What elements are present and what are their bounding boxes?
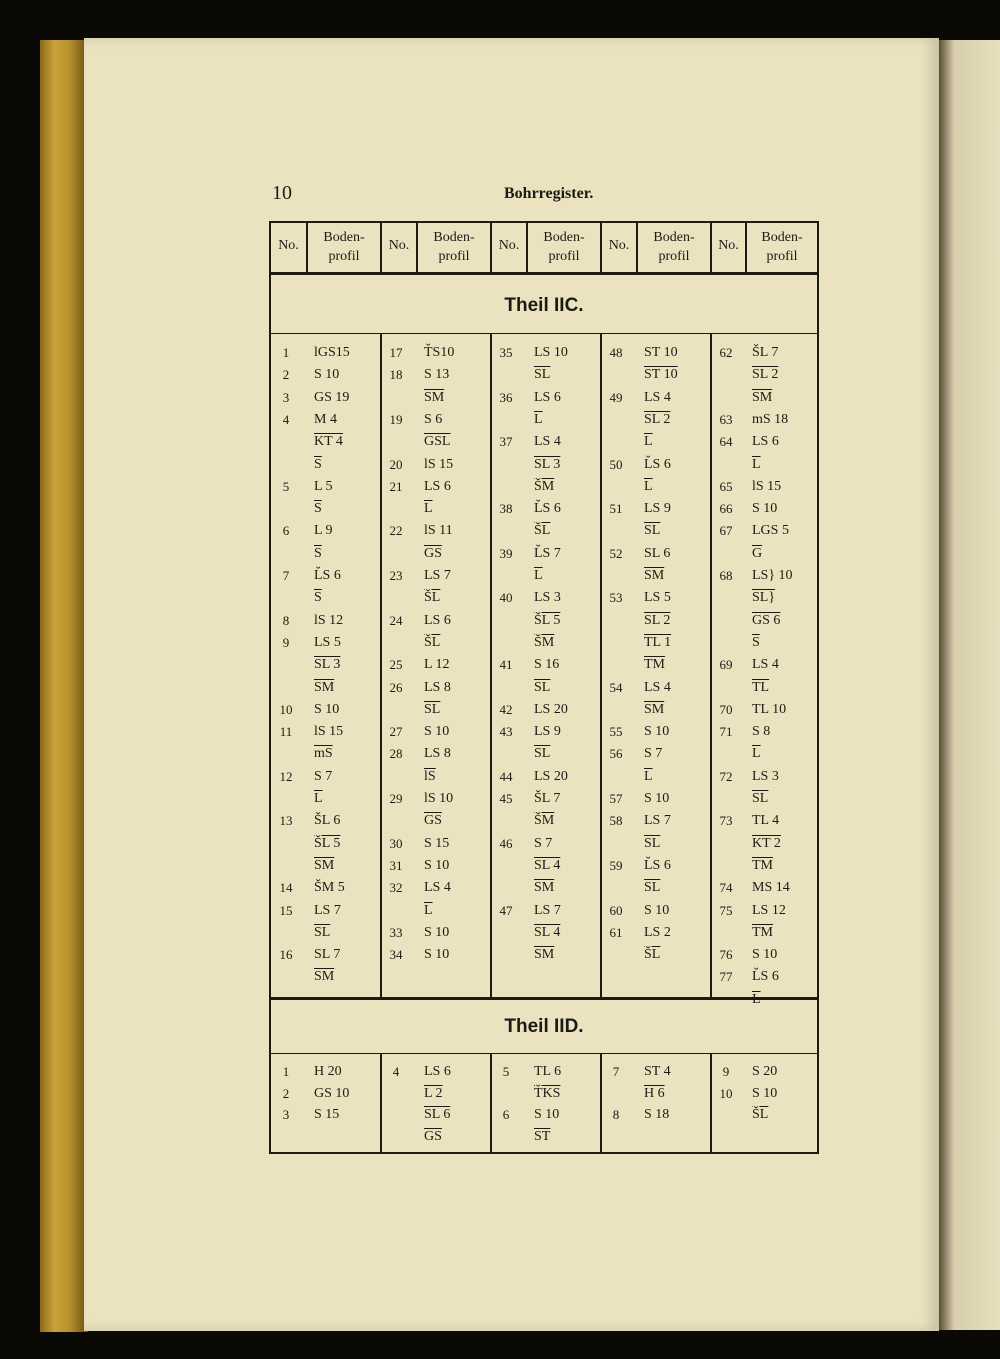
bodenprofil-line: $\overline{L}$ [752,456,761,472]
bodenprofil-line: L̆S 6 [752,969,779,985]
bodenprofil-line: $\overline{SL}$ [644,880,661,896]
bodenprofil-line: ŠL 5 [534,612,561,628]
bodenprofil-line: LS 7 [534,902,561,918]
bohrung-number: 31 [389,857,403,873]
bohrung-number: 44 [499,768,513,784]
bohrung-number: 6 [502,1107,510,1122]
bodenprofil-line: H 6 [644,1085,665,1101]
header-profil-4a: Boden- [653,230,695,245]
bodenprofil-line: S 10 [752,501,778,517]
bodenprofil-line: LS 4 [534,434,561,450]
bodenprofil-line: LS 8 [424,746,451,762]
bodenprofil-line: ST 10 [644,345,678,360]
bodenprofil-line: lS 15 [314,724,344,740]
bodenprofil-line: $\overline{S}$ [314,501,322,517]
bohrung-number: 75 [719,902,733,918]
bodenprofil-line: S 13 [424,367,450,383]
section-title-iic: Theil IIC. [504,295,584,316]
bodenprofil-line: SL 4 [534,924,561,940]
bodenprofil-line: L 5 [314,478,333,494]
bohrung-number: 17 [389,345,403,360]
bohrung-number: 59 [609,857,623,873]
bodenprofil-line: KT 2 [752,835,781,851]
bohrung-number: 8 [282,612,290,628]
bodenprofil-line: $\overline{SL}$ [424,701,441,717]
bohrung-number: 2 [282,1085,290,1101]
bodenprofil-line: S 16 [534,657,560,673]
bodenprofil-line: GS 19 [314,389,350,405]
bodenprofil-line: T̆S10 [424,345,455,360]
bodenprofil-line: S 10 [424,857,450,873]
bohrung-number: 13 [279,813,293,829]
bohrung-number: 1 [282,1064,290,1079]
bodenprofil-line: $\overline{ŠL}$ [534,523,551,539]
bodenprofil-line: $\overline{TM}$ [752,857,773,873]
bodenprofil-line: S 7 [534,835,553,851]
bodenprofil-line: $\overline{GS}$ [424,545,442,561]
bodenprofil-line: LS 12 [752,902,786,918]
bodenprofil-line: $\overline{SM}$ [534,880,555,896]
bodenprofil-line: LS 5 [314,634,341,650]
bodenprofil-line: S 10 [534,1107,560,1122]
bodenprofil-line: SL} [752,590,776,606]
bohrung-number: 30 [389,835,403,851]
bodenprofil-line: L̆S 6 [644,456,671,472]
bodenprofil-line: $\overline{SL}$ [314,924,331,940]
bodenprofil-line: $\overline{SM}$ [644,701,665,717]
bodenprofil-line: SL 3 [314,657,341,673]
bohrung-number: 29 [389,791,403,806]
bohrung-number: 28 [389,746,403,762]
bodenprofil-line: ŠL 7 [534,791,561,806]
bodenprofil-line: GS 6 [752,612,781,628]
bohrung-number: 32 [389,880,403,896]
bodenprofil-line: $\overline{SM}$ [314,969,335,985]
bohrung-number: 72 [719,768,733,784]
bodenprofil-line: ST 4 [644,1064,671,1079]
bodenprofil-line: $\overline{L}$ [644,478,653,494]
bodenprofil-line: S 10 [314,367,340,383]
bodenprofil-line: $\overline{S}$ [752,634,760,650]
bohrung-number: 49 [609,389,623,405]
bodenprofil-line: mS 18 [752,411,789,427]
bohrung-number: 62 [719,345,733,360]
bohrung-number: 14 [279,880,293,896]
bohrung-number: 37 [499,434,513,450]
bodenprofil-line: S 10 [752,1085,778,1101]
bodenprofil-line: S 18 [644,1107,670,1122]
bodenprofil-line: S 7 [314,768,333,784]
header-profil-3a: Boden- [543,230,585,245]
bodenprofil-line: SL 4 [534,857,561,873]
bohrung-number: 58 [609,813,623,829]
bohrung-number: 68 [719,568,733,583]
book-edge [40,40,88,1332]
bohrung-number: 9 [722,1064,730,1079]
bodenprofil-line: SL 2 [752,367,779,383]
bodenprofil-line: $\overline{S}$ [314,545,322,561]
bohrung-number: 22 [389,523,403,539]
bohrung-number: 9 [282,634,290,650]
bodenprofil-line: LS 4 [752,657,779,673]
header-no-2: No. [388,238,410,253]
bohrung-number: 66 [719,501,733,517]
bodenprofil-line: $\overline{TM}$ [644,657,665,673]
bodenprofil-line: LS 6 [534,389,561,405]
bodenprofil-line: $\overline{SM}$ [644,568,665,583]
bodenprofil-line: L 9 [314,523,333,539]
bohrung-number: 5 [282,478,290,494]
bodenprofil-line: S 15 [314,1107,340,1122]
bohrung-number: 60 [609,902,623,918]
bohrung-number: 19 [389,411,403,427]
bodenprofil-line: $\overline{ŠM}$ [534,478,555,494]
bodenprofil-line: T̆KS [534,1085,561,1101]
bodenprofil-line: M 4 [314,411,337,427]
bodenprofil-line: $\overline{TM}$ [752,924,773,940]
bodenprofil-line: LS 10 [534,345,568,360]
bodenprofil-line: LS 7 [424,568,451,583]
header-profil-2b: profil [438,249,470,264]
bohrung-number: 71 [719,724,733,740]
bodenprofil-line: $\overline{L}$ [752,746,761,762]
bohrung-number: 38 [499,501,513,517]
bodenprofil-line: $\overline{G}$ [752,545,763,561]
bodenprofil-line: lS 15 [752,478,782,494]
bohrung-number: 4 [392,1064,400,1079]
bohrung-number: 55 [609,724,623,740]
bodenprofil-line: lS 10 [424,791,454,806]
bohrung-number: 7 [612,1064,620,1079]
bodenprofil-line: $\overline{S}$ [314,590,322,606]
bodenprofil-line: L̆S 6 [644,857,671,873]
bohrung-number: 65 [719,478,733,494]
header-no-4: No. [608,238,630,253]
bodenprofil-line: $\overline{TL}$ [752,679,770,695]
bohrung-number: 35 [499,345,513,360]
bodenprofil-line: lS 11 [424,523,453,539]
header-profil-2a: Boden- [433,230,475,245]
bohrung-number: 3 [282,1107,290,1122]
bohrung-number: 63 [719,411,733,427]
header-profil-5b: profil [766,249,798,264]
bodenprofil-line: $\overline{SM}$ [314,679,335,695]
bodenprofil-line: $\overline{L}$ [534,411,543,427]
bodenprofil-line: $\overline{SL}$ [644,835,661,851]
facing-page-edge [939,40,1000,1330]
bodenprofil-line: $\overline{SM}$ [752,389,773,405]
bodenprofil-line: $\overline{SL}$ [752,791,769,806]
bodenprofil-line: LS 20 [534,768,568,784]
bodenprofil-line: $\overline{L}$ [644,768,653,784]
bodenprofil-line: lS 12 [314,612,344,628]
bodenprofil-line: L̆S 7 [534,545,561,561]
bodenprofil-line: LS 2 [644,924,671,940]
bohrung-number: 21 [389,478,403,494]
header-profil-4b: profil [658,249,690,264]
bodenprofil-line: ŠL 7 [752,345,779,360]
bodenprofil-line: S 10 [644,724,670,740]
bodenprofil-line: LS 7 [644,813,671,829]
bodenprofil-line: ST 10 [644,367,678,383]
bodenprofil-line: $\overline{GS}$ [424,1128,442,1144]
bohrung-number: 52 [609,545,623,561]
bodenprofil-line: L 12 [424,657,450,673]
bohrung-number: 12 [279,768,293,784]
bohrung-number: 48 [609,345,623,360]
bohrung-number: 53 [609,590,623,606]
bodenprofil-line: LS 6 [752,434,779,450]
bohrung-number: 77 [719,969,733,985]
bodenprofil-line: S 10 [424,947,450,963]
bodenprofil-line: lS 15 [424,456,454,472]
bohrung-number: 76 [719,947,733,963]
bodenprofil-line: $\overline{SL}$ [534,746,551,762]
bodenprofil-line: $\overline{L}$ [424,902,433,918]
bohrung-number: 10 [279,701,293,717]
bodenprofil-line: LS 9 [644,501,671,517]
bodenprofil-line: SL 6 [424,1107,451,1122]
bohrung-number: 73 [719,813,733,829]
bohrung-number: 67 [719,523,733,539]
bohrung-number: 39 [499,545,513,561]
bohrung-number: 64 [719,434,733,450]
bodenprofil-line: LS 5 [644,590,671,606]
bodenprofil-line: S 8 [752,724,771,740]
bohrung-number: 34 [389,947,403,963]
bohrung-number: 3 [282,389,290,405]
bohrung-number: 41 [499,657,513,673]
bodenprofil-line: ŠL 5 [314,835,341,851]
bodenprofil-line: GS 10 [314,1085,350,1101]
bohrung-number: 11 [279,724,293,740]
bohrung-number: 5 [502,1064,510,1079]
bodenprofil-line: LS 20 [534,701,568,717]
bohrung-number: 42 [499,701,513,717]
bohrung-number: 6 [282,523,290,539]
header-profil-5a: Boden- [761,230,803,245]
bodenprofil-line: $\overline{ŠL}$ [644,947,661,963]
bodenprofil-line: LS 9 [534,724,561,740]
bodenprofil-line: $\overline{SM}$ [314,857,335,873]
bohrung-number: 57 [609,791,623,806]
bodenprofil-line: SL 6 [644,545,671,561]
bodenprofil-line: TL 10 [752,701,787,717]
bohrung-number: 69 [719,657,733,673]
bohrung-number: 16 [279,947,293,963]
bodenprofil-line: S 10 [424,724,450,740]
bodenprofil-line: LS 4 [644,389,671,405]
bodenprofil-line: L̆S 6 [314,568,341,583]
bodenprofil-line: KT 4 [314,434,343,450]
bodenprofil-line: S 10 [644,902,670,918]
bodenprofil-line: $\overline{SM}$ [424,389,445,405]
bodenprofil-line: S 6 [424,411,443,427]
bohrung-number: 27 [389,724,403,740]
bodenprofil-line: LS 4 [644,679,671,695]
bodenprofil-line: LS} 10 [752,568,793,583]
bohrung-number: 2 [282,367,290,383]
bohrung-number: 54 [609,679,623,695]
bodenprofil-line: ŠM 5 [314,880,345,896]
bodenprofil-line: $\overline{ST}$ [534,1128,551,1144]
bohrung-number: 7 [282,568,290,583]
bodenprofil-line: $\overline{ŠL}$ [752,1107,769,1122]
bodenprofil-line: lGS15 [314,345,350,360]
bohrung-number: 15 [279,902,293,918]
bohrung-number: 61 [609,924,623,940]
bodenprofil-line: S 20 [752,1064,778,1079]
header-profil-1b: profil [328,249,360,264]
bodenprofil-line: S 10 [644,791,670,806]
bodenprofil-line: H 20 [314,1064,342,1079]
bohrung-number: 74 [719,880,733,896]
bodenprofil-line: SL 2 [644,411,671,427]
bodenprofil-line: $\overline{mS}$ [314,746,333,762]
bodenprofil-line: $\overline{L}$ [534,568,543,583]
bohrung-number: 36 [499,389,513,405]
bodenprofil-line: MS 14 [752,880,790,896]
bohrung-number: 50 [609,456,623,472]
bodenprofil-line: LS 6 [424,1064,451,1079]
bodenprofil-line: $\overline{GSL}$ [424,434,451,450]
bodenprofil-line: TL 4 [752,813,780,829]
bodenprofil-line: TL 1 [644,634,672,650]
bodenprofil-line: $\overline{SM}$ [534,947,555,963]
bodenprofil-line: L̆S 6 [534,501,561,517]
bohrung-number: 51 [609,501,623,517]
bohrung-number: 26 [389,679,403,695]
bohrung-number: 25 [389,657,403,673]
bodenprofil-line: LS 3 [752,768,779,784]
bodenprofil-line: LS 6 [424,612,451,628]
bodenprofil-line: S 15 [424,835,450,851]
bodenprofil-line: $\overline{ŠM}$ [534,813,555,829]
bodenprofil-line: SL 3 [534,456,561,472]
header-no-3: No. [498,238,520,253]
bohrung-number: 24 [389,612,403,628]
bodenprofil-line: LGS 5 [752,523,789,539]
section-title-iid: Theil IID. [504,1016,584,1037]
bodenprofil-line: $\overline{L}$ [644,434,653,450]
bohrung-number: 47 [499,902,513,918]
bodenprofil-line: $\overline{SL}$ [644,523,661,539]
header-no-5: No. [718,238,739,253]
bodenprofil-line: $\overline{L}$ [314,791,323,806]
header-profil-3b: profil [548,249,580,264]
bohrung-number: 1 [282,345,290,360]
bodenprofil-line: $\overline{L}$ [424,501,433,517]
bohrung-number: 56 [609,746,623,762]
bodenprofil-line: L 2 [424,1085,443,1101]
bohrung-number: 33 [389,924,403,940]
bodenprofil-line: ŠL 6 [314,813,341,829]
bodenprofil-line: SL 7 [314,947,341,963]
bodenprofil-line: $\overline{L}$ [752,991,761,1007]
bohrung-number: 20 [389,456,403,472]
bohrung-number: 4 [282,411,290,427]
running-head: Bohrregister. [504,185,594,202]
bodenprofil-line: S 10 [752,947,778,963]
bohrung-number: 43 [499,724,513,740]
bodenprofil-line: TL 6 [534,1064,562,1079]
bohrung-number: 10 [719,1085,733,1101]
bohrung-number: 40 [499,590,513,606]
bohrung-number: 18 [389,367,403,383]
bodenprofil-line: $\overline{ŠM}$ [534,634,555,650]
bodenprofil-line: LS 7 [314,902,341,918]
bodenprofil-line: LS 3 [534,590,561,606]
header-profil-1a: Boden- [323,230,365,245]
bodenprofil-line: $\overline{GS}$ [424,813,442,829]
bodenprofil-line: $\overline{S}$ [314,456,322,472]
bohrung-number: 45 [499,791,513,806]
page-number: 10 [272,182,292,204]
bodenprofil-line: $\overline{ŠL}$ [424,634,441,650]
bodenprofil-line: $\overline{SL}$ [534,679,551,695]
bohrung-number: 70 [719,701,733,717]
header-no-1: No. [278,238,299,253]
bodenprofil-line: LS 6 [424,478,451,494]
bodenprofil-line: S 7 [644,746,663,762]
bodenprofil-line: SL 2 [644,612,671,628]
bohrung-number: 8 [612,1107,620,1122]
bodenprofil-line: $\overline{ŠL}$ [424,590,441,606]
bodenprofil-line: S 10 [314,701,340,717]
bodenprofil-line: $\overline{lS}$ [424,768,436,784]
bodenprofil-line: $\overline{SL}$ [534,367,551,383]
bohrung-number: 46 [499,835,513,851]
bodenprofil-line: S 10 [424,924,450,940]
bodenprofil-line: LS 8 [424,679,451,695]
bodenprofil-line: LS 4 [424,880,451,896]
bohrregister-table [269,221,819,1154]
bohrung-number: 23 [389,568,403,583]
